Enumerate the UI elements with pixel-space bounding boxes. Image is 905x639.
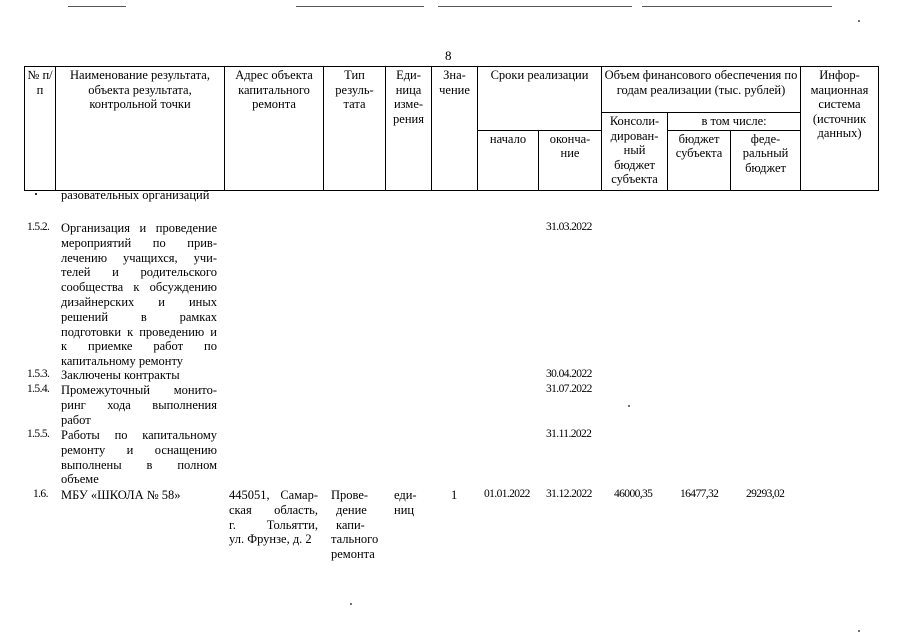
row-unit — [394, 488, 428, 518]
scan-speck — [858, 20, 860, 22]
page-number: 8 — [445, 48, 452, 63]
row-name-line: сообщества к обсуждению — [61, 280, 217, 295]
top-rule-1 — [68, 6, 126, 7]
top-rule-2 — [296, 6, 424, 7]
row-address — [229, 488, 318, 547]
header-col-address: Адрес объекта капитального ремонта — [225, 67, 324, 191]
row-name-line: дизайнерских и иных — [61, 294, 217, 309]
row-type-line: Прове- — [331, 488, 369, 502]
row-end-date: 31.11.2022 — [546, 428, 592, 440]
row-number: 1.5.3. — [27, 368, 50, 380]
scan-speck — [628, 405, 630, 407]
top-rule-3 — [438, 6, 632, 7]
scan-speck — [350, 603, 352, 605]
row-type-line: дение — [336, 502, 367, 517]
header-col-start: начало — [478, 130, 539, 190]
header-col-subject-budget: бюджет субъекта — [668, 130, 731, 190]
row-type-line: ремонта — [331, 547, 375, 562]
header-col-terms: Сроки реализации — [478, 67, 602, 131]
row-number: 1.5.2. — [27, 221, 50, 233]
row-end-date: 31.12.2022 — [546, 488, 592, 500]
row-name-line: Заключены контракты — [61, 368, 180, 382]
row-type-line: тального — [331, 532, 379, 547]
row-name-line: телей и родительского — [61, 265, 217, 280]
row-name — [61, 428, 217, 487]
row-name — [61, 221, 217, 369]
top-rule-4 — [642, 6, 832, 7]
row-name-line: Работы по капитальному — [61, 428, 217, 442]
row-type-line: капи- — [336, 517, 365, 532]
row-unit-line: ниц — [394, 502, 415, 517]
row-name-line: Промежуточный монито- — [61, 383, 217, 397]
row-address-line: ская область, — [229, 502, 318, 517]
row-name-line: лечению учащихся, учи- — [61, 250, 217, 265]
header-col-type: Тип резуль-тата — [324, 67, 386, 191]
row-name-line: Организация и проведение — [61, 221, 217, 235]
row-name — [61, 383, 217, 427]
row-value: 1 — [451, 488, 458, 502]
row-name-line: подготовки к проведению и — [61, 324, 217, 339]
row-end-date: 31.03.2022 — [546, 221, 592, 233]
continued-text-fragment: разовательных организаций — [61, 188, 210, 202]
row-end-date: 30.04.2022 — [546, 368, 592, 380]
row-subject-budget: 16477,32 — [680, 488, 719, 500]
header-col-consolidated: Консоли-дирован-ный бюджет субъекта — [602, 113, 668, 191]
header-col-end: оконча-ние — [539, 130, 602, 190]
row-unit-line: еди- — [394, 488, 417, 502]
row-address-line: 445051, Самар- — [229, 488, 318, 502]
row-number: 1.6. — [33, 488, 48, 500]
row-address-line: ул. Фрунзе, д. 2 — [229, 532, 312, 547]
row-name-line: решений в рамках — [61, 309, 217, 324]
header-col-info-system: Инфор-мационная система (источник данных) — [801, 67, 879, 191]
header-col-unit: Еди-ница изме-рения — [386, 67, 432, 191]
row-consolidated-budget: 46000,35 — [614, 488, 653, 500]
row-name-line: мероприятий по прив- — [61, 235, 217, 250]
row-name-line: к приемке работ по — [61, 339, 217, 354]
row-address-line: г. Тольятти, — [229, 517, 318, 532]
row-name-line: работ — [61, 412, 91, 427]
row-name — [61, 368, 217, 383]
row-type — [331, 488, 385, 562]
row-name-line: капитальному ремонту — [61, 354, 184, 369]
scan-speck — [35, 193, 37, 195]
header-col-including: в том числе: — [668, 113, 801, 131]
row-name-line: выполнены в полном — [61, 457, 217, 472]
row-name: МБУ «ШКОЛА № 58» — [61, 488, 181, 502]
row-number: 1.5.5. — [27, 428, 50, 440]
row-federal-budget: 29293,02 — [746, 488, 785, 500]
row-end-date: 31.07.2022 — [546, 383, 592, 395]
scan-speck — [858, 630, 860, 632]
row-start-date: 01.01.2022 — [484, 488, 530, 500]
row-name-line: ремонту и оснащению — [61, 442, 217, 457]
header-col-name: Наименование результата, объекта результата, контрольной точки — [56, 67, 225, 191]
header-col-finance: Объем финансового обеспечения по годам реализации (тыс. рублей) — [602, 67, 801, 113]
header-col-value: Зна-чение — [432, 67, 478, 191]
row-name-line: ринг хода выполнения — [61, 397, 217, 412]
header-col-federal-budget: феде-ральный бюджет — [731, 130, 801, 190]
table-header — [24, 66, 879, 191]
row-number: 1.5.4. — [27, 383, 50, 395]
header-col-number: № п/п — [25, 67, 56, 191]
row-name-line: объеме — [61, 472, 99, 487]
